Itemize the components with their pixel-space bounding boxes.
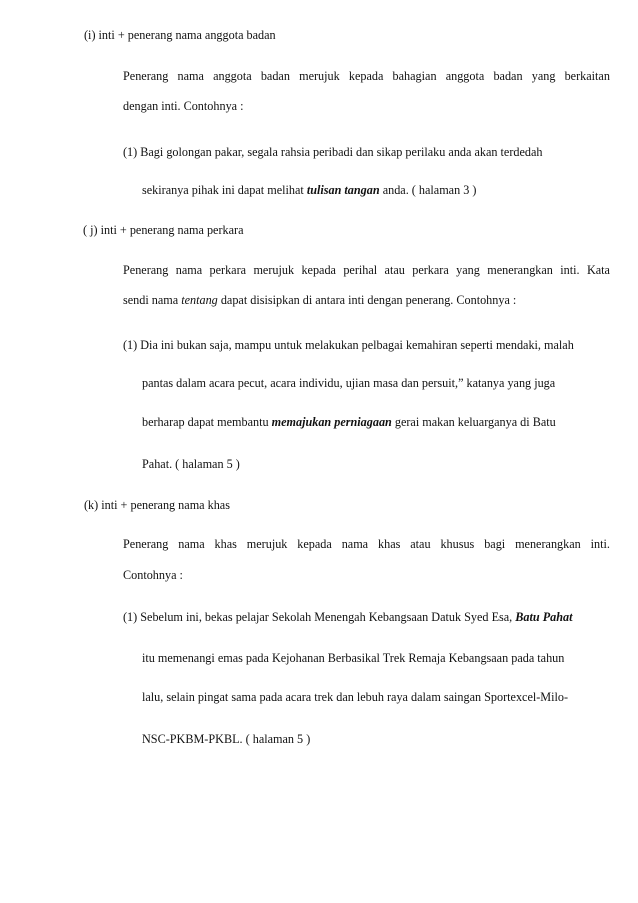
example-text: anda. ( halaman 3 ) (379, 183, 477, 197)
description-word: khusus (440, 537, 475, 551)
section-heading-k: (k) inti + penerang nama khas (84, 498, 230, 512)
description-word: menerangkan (487, 263, 553, 277)
description-word: menerangkan (515, 537, 581, 551)
description-text: sendi nama (123, 293, 182, 307)
description-word: Penerang (123, 537, 169, 551)
description-word: nama (341, 537, 369, 551)
description-word: perkara (412, 263, 449, 277)
description-word: inti. (560, 263, 580, 277)
description-word: badan (493, 69, 523, 83)
description-word: nama (177, 69, 204, 83)
section-i-example-line-2 (142, 182, 476, 198)
description-word: khas (214, 537, 237, 551)
description-word: nama (178, 537, 205, 551)
section-j-description-line-2 (123, 292, 516, 308)
description-word: atau (410, 537, 431, 551)
example-emphasis: Batu Pahat (515, 610, 573, 624)
description-word: berkaitan (564, 69, 610, 83)
description-word: yang (531, 69, 556, 83)
section-k-example-line-3: lalu, selain pingat sama pada acara trek dan lebuh raya dalam saingan Sportexcel-Milo- (142, 690, 569, 704)
description-word: atau (384, 263, 405, 277)
description-text: dapat disisipkan di antara inti dengan penerang. Contohnya : (217, 293, 517, 307)
description-word: kepada (301, 263, 336, 277)
description-word: badan (260, 69, 290, 83)
description-word: perihal (343, 263, 378, 277)
section-k-description-line-1 (123, 536, 610, 552)
description-word: kepada (297, 537, 332, 551)
description-word: kepada (348, 69, 384, 83)
description-italic: tentang (181, 293, 218, 307)
section-i-description-line-1 (123, 68, 610, 84)
example-emphasis: memajukan perniagaan (271, 415, 392, 429)
description-word: yang (456, 263, 480, 277)
example-text: berharap dapat membantu (142, 415, 272, 429)
description-word: bahagian (392, 69, 437, 83)
section-j-example-line-3 (142, 414, 556, 430)
description-word: khas (378, 537, 401, 551)
example-text: sekiranya pihak ini dapat melihat (142, 183, 307, 197)
description-word: anggota (213, 69, 252, 83)
description-word: merujuk (246, 537, 288, 551)
description-word: nama (175, 263, 203, 277)
section-heading-j: ( j) inti + penerang nama perkara (83, 223, 244, 237)
section-k-example-line-1 (123, 609, 573, 625)
section-j-example-line-2: pantas dalam acara pecut, acara individu, ujian masa dan persuit,” katanya yang juga (142, 376, 556, 390)
section-i-description-line-2: dengan inti. Contohnya : (123, 99, 244, 113)
example-emphasis: tulisan tangan (306, 183, 380, 197)
section-j-description-line-1 (123, 262, 610, 278)
description-word: inti. (590, 537, 610, 551)
section-j-example-line-1: (1) Dia ini bukan saja, mampu untuk melakukan pelbagai kemahiran seperti mendaki, malah (123, 338, 574, 352)
description-word: perkara (209, 263, 247, 277)
section-j-example-line-4: Pahat. ( halaman 5 ) (142, 457, 240, 471)
description-word: anggota (445, 69, 485, 83)
section-heading-i: (i) inti + penerang nama anggota badan (84, 28, 276, 42)
description-word: merujuk (253, 263, 295, 277)
example-text: (1) Sebelum ini, bekas pelajar Sekolah Menengah Kebangsaan Datuk Syed Esa, (123, 610, 516, 624)
description-word: merujuk (299, 69, 340, 83)
description-word: Penerang (123, 263, 169, 277)
section-k-example-line-4: NSC-PKBM-PKBL. ( halaman 5 ) (142, 732, 311, 746)
section-i-example-line-1: (1) Bagi golongan pakar, segala rahsia peribadi dan sikap perilaku anda akan terdedah (123, 145, 543, 159)
section-k-example-line-2: itu memenangi emas pada Kejohanan Berbasikal Trek Remaja Kebangsaan pada tahun (142, 651, 565, 665)
description-word: Penerang (123, 69, 169, 83)
section-k-description-line-2: Contohnya : (123, 568, 183, 582)
description-word: bagi (484, 537, 506, 551)
example-text: gerai makan keluarganya di Batu (391, 415, 556, 429)
description-word: Kata (586, 263, 610, 277)
